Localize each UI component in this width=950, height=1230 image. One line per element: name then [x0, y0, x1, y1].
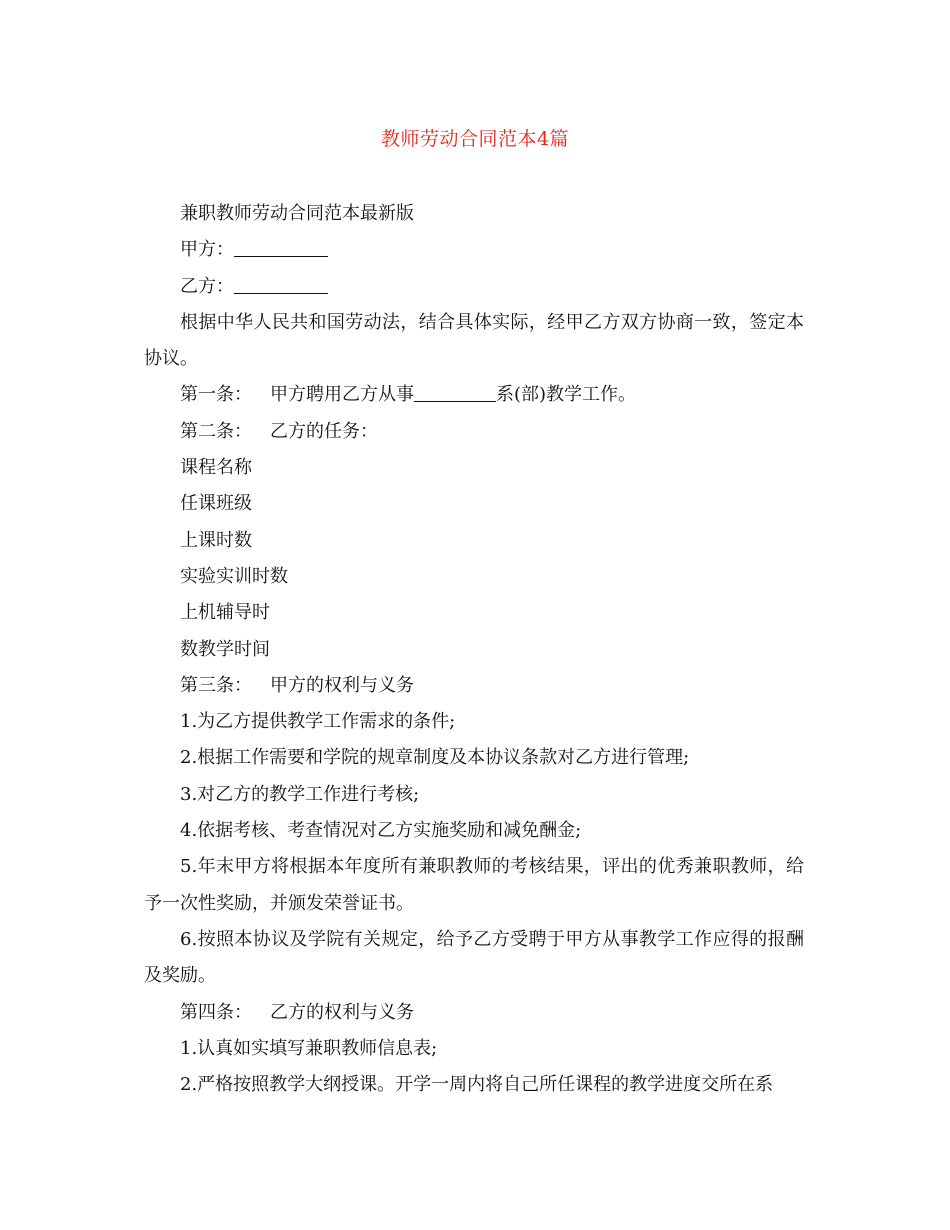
party-b-label: 乙方：: [180, 275, 234, 297]
article-2: [144, 414, 804, 450]
article-2-item: 数教学时间: [180, 638, 270, 660]
subtitle: 兼职教师劳动合同范本最新版: [180, 203, 414, 224]
article-4: [144, 995, 804, 1031]
document-title: 教师劳动合同范本4篇: [380, 128, 570, 150]
article-4-item: 1.认真如实填写兼职教师信息表;: [180, 1037, 438, 1059]
article-2-item: 课程名称: [180, 457, 252, 479]
article-3-item: 3.对乙方的教学工作进行考核;: [180, 783, 420, 805]
article-3-label: 第三条：: [180, 674, 252, 696]
party-a-label: 甲方：: [180, 239, 234, 261]
article-2-item: 实验实训时数: [180, 565, 288, 587]
article-4-label: 第四条：: [180, 1001, 252, 1023]
article-2-text: 乙方的任务：: [270, 420, 378, 442]
article-1-blank: [414, 383, 496, 402]
article-3-item: 2.根据工作需要和学院的规章制度及本协议条款对乙方进行管理;: [180, 747, 690, 769]
article-2-item: 上课时数: [180, 529, 252, 551]
article-4-text: 乙方的权利与义务: [270, 1001, 414, 1023]
intro-paragraph: 根据中华人民共和国劳动法，结合具体实际，经甲乙方双方协商一致，签定本协议。: [144, 311, 804, 370]
article-3-text: 甲方的权利与义务: [270, 674, 414, 696]
party-b-blank: [234, 275, 328, 294]
article-2-item: 任课班级: [180, 493, 252, 515]
article-1-label: 第一条：: [180, 384, 252, 406]
article-3-item: 4.依据考核、考查情况对乙方实施奖励和减免酬金;: [180, 820, 582, 842]
article-2-label: 第二条：: [180, 420, 252, 442]
document-body: [144, 196, 804, 1103]
article-1: [144, 377, 804, 413]
party-a-blank: [234, 238, 328, 257]
article-3-item: 1.为乙方提供教学工作需求的条件;: [180, 711, 456, 733]
article-4-item: 2.严格按照教学大纲授课。开学一周内将自己所任课程的教学进度交所在系: [180, 1074, 774, 1096]
party-b-line: [144, 269, 804, 305]
article-1-text-after: 系(部)教学工作。: [496, 384, 637, 406]
article-3-item: 6.按照本协议及学院有关规定，给予乙方受聘于甲方从事教学工作应得的报酬及奖励。: [144, 928, 804, 987]
article-2-item: 上机辅导时: [180, 602, 270, 624]
article-3: [144, 668, 804, 704]
article-1-text-before: 甲方聘用乙方从事: [270, 384, 414, 406]
article-3-item: 5.年末甲方将根据本年度所有兼职教师的考核结果，评出的优秀兼职教师，给予一次性奖励，并颁发荣誉证书。: [144, 856, 804, 914]
party-a-line: [144, 232, 804, 268]
